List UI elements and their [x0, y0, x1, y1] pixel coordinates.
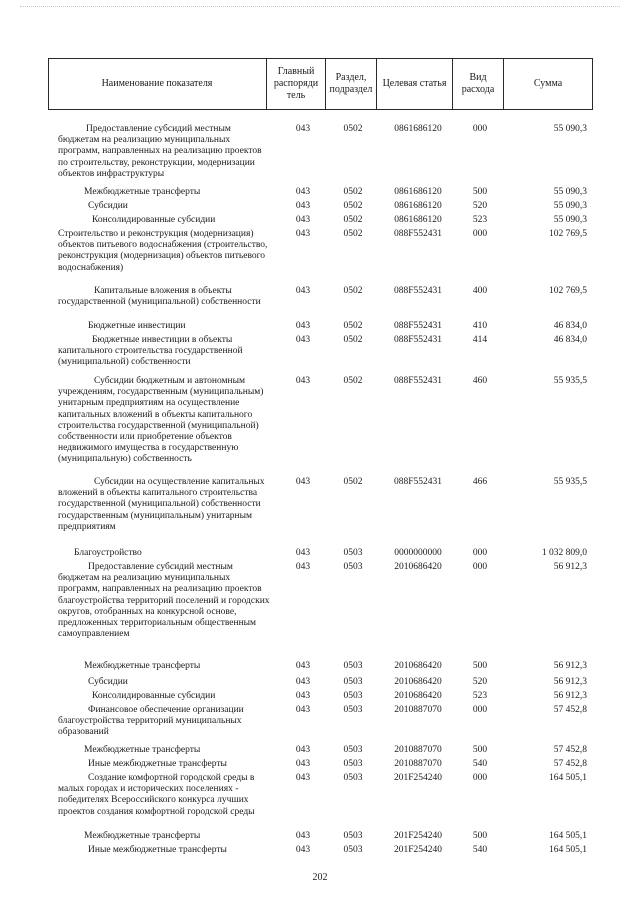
row-section-code: 0502 — [343, 286, 363, 296]
row-kind-code: 540 — [472, 759, 488, 769]
row-article-code: 088F552431 — [393, 477, 443, 487]
row-kind-code: 520 — [472, 677, 488, 687]
row-article-code: 2010686420 — [394, 661, 442, 671]
header-kind: Вид расхода — [461, 72, 495, 95]
row-kind-code: 523 — [472, 691, 488, 701]
row-amount: 1 032 809,0 — [541, 548, 587, 558]
row-amount: 57 452,8 — [553, 705, 587, 715]
row-name: Иные межбюджетные трансферты — [88, 845, 227, 855]
header-name: Наименование показателя — [101, 78, 213, 89]
row-section-code: 0503 — [343, 759, 363, 769]
row-kind-code: 410 — [472, 321, 488, 331]
row-article-code: 088F552431 — [393, 376, 443, 386]
row-article-code: 2010887070 — [394, 705, 442, 715]
row-amount: 55 935,5 — [553, 376, 587, 386]
row-ministry-code: 043 — [295, 677, 311, 687]
row-section-code: 0503 — [343, 548, 363, 558]
row-ministry-code: 043 — [295, 745, 311, 755]
row-ministry-code: 043 — [295, 691, 311, 701]
row-amount: 164 505,1 — [549, 845, 587, 855]
row-amount: 46 834,0 — [553, 321, 587, 331]
row-name: Межбюджетные трансферты — [84, 187, 201, 197]
row-section-code: 0502 — [343, 229, 363, 239]
row-ministry-code: 043 — [295, 831, 311, 841]
row-article-code: 088F552431 — [393, 335, 443, 345]
row-section-code: 0502 — [343, 376, 363, 386]
row-amount: 56 912,3 — [553, 661, 587, 671]
row-name: Межбюджетные трансферты — [84, 831, 201, 841]
header-article: Целевая статья — [382, 78, 447, 89]
row-article-code: 2010686420 — [394, 691, 442, 701]
row-section-code: 0502 — [343, 201, 363, 211]
row-article-code: 088F552431 — [393, 286, 443, 296]
row-name: Строительство и реконструкция (модернизация) объектов питьевого водоснабжения (строительство, реконструкция (модернизация) объектов питьевого водоснабжения) — [58, 229, 268, 273]
row-kind-code: 414 — [472, 335, 488, 345]
row-name: Предоставление субсидий местным бюджетам на реализацию муниципальных программ, направленных на реализацию проектов по строительству, реконструкции, модернизации объектов инфраструктуры — [58, 124, 262, 179]
row-kind-code: 520 — [472, 201, 488, 211]
row-name: Бюджетные инвестиции — [88, 321, 186, 331]
row-amount: 57 452,8 — [553, 745, 587, 755]
row-section-code: 0503 — [343, 661, 363, 671]
row-ministry-code: 043 — [295, 187, 311, 197]
row-kind-code: 000 — [472, 124, 488, 134]
row-ministry-code: 043 — [295, 124, 311, 134]
row-ministry-code: 043 — [295, 845, 311, 855]
row-amount: 164 505,1 — [549, 831, 587, 841]
row-kind-code: 500 — [472, 661, 488, 671]
row-amount: 102 769,5 — [549, 229, 587, 239]
row-section-code: 0502 — [343, 321, 363, 331]
row-section-code: 0503 — [343, 677, 363, 687]
header-ministry: Главный распоряди тель — [273, 66, 319, 101]
row-section-code: 0502 — [343, 477, 363, 487]
row-name: Межбюджетные трансферты — [84, 745, 201, 755]
row-amount: 102 769,5 — [549, 286, 587, 296]
row-amount: 56 912,3 — [553, 677, 587, 687]
row-article-code: 2010887070 — [394, 745, 442, 755]
row-amount: 57 452,8 — [553, 759, 587, 769]
row-section-code: 0503 — [343, 773, 363, 783]
row-amount: 46 834,0 — [553, 335, 587, 345]
row-ministry-code: 043 — [295, 661, 311, 671]
row-kind-code: 000 — [472, 705, 488, 715]
row-name: Субсидии — [88, 677, 128, 687]
row-amount: 56 912,3 — [553, 691, 587, 701]
row-name: Создание комфортной городской среды в малых городах и исторических поселениях - победителях Всероссийского конкурса лучших проектов создания комфортной городской среды — [58, 773, 255, 817]
row-ministry-code: 043 — [295, 376, 311, 386]
row-section-code: 0503 — [343, 562, 363, 572]
row-name: Консолидированные субсидии — [92, 215, 216, 225]
row-article-code: 201F254240 — [393, 831, 443, 841]
header-section: Раздел, подраздел — [329, 72, 373, 95]
row-amount: 55 935,5 — [553, 477, 587, 487]
row-section-code: 0502 — [343, 335, 363, 345]
row-article-code: 0861686120 — [394, 215, 442, 225]
row-section-code: 0502 — [343, 215, 363, 225]
row-amount: 55 090,3 — [553, 201, 587, 211]
row-amount: 164 505,1 — [549, 773, 587, 783]
row-kind-code: 000 — [472, 773, 488, 783]
row-article-code: 201F254240 — [393, 773, 443, 783]
row-kind-code: 540 — [472, 845, 488, 855]
row-ministry-code: 043 — [295, 562, 311, 572]
row-kind-code: 500 — [472, 187, 488, 197]
row-kind-code: 000 — [472, 562, 488, 572]
row-name: Консолидированные субсидии — [92, 691, 216, 701]
row-ministry-code: 043 — [295, 286, 311, 296]
row-amount: 56 912,3 — [553, 562, 587, 572]
row-amount: 55 090,3 — [553, 187, 587, 197]
row-section-code: 0502 — [343, 187, 363, 197]
row-ministry-code: 043 — [295, 773, 311, 783]
row-article-code: 0861686120 — [394, 124, 442, 134]
header-amount: Сумма — [533, 78, 563, 89]
row-ministry-code: 043 — [295, 215, 311, 225]
row-name: Капитальные вложения в объекты государственной (муниципальной) собственности — [58, 286, 261, 308]
row-article-code: 2010686420 — [394, 677, 442, 687]
row-kind-code: 400 — [472, 286, 488, 296]
row-ministry-code: 043 — [295, 229, 311, 239]
row-ministry-code: 043 — [295, 321, 311, 331]
row-article-code: 0000000000 — [394, 548, 442, 558]
row-name: Субсидии на осуществление капитальных вложений в объекты капитального строительства государственной (муниципальной) собственности государственным (муниципальным) унитарным предприятиям — [58, 477, 265, 532]
row-name: Субсидии — [88, 201, 128, 211]
row-kind-code: 523 — [472, 215, 488, 225]
row-article-code: 088F552431 — [393, 321, 443, 331]
row-name: Предоставление субсидий местным бюджетам на реализацию муниципальных программ, направленных на реализацию проектов благоустройства территорий поселений и городских округов, отобранных на конкурсной основе, предложенных территориальным общественным самоуправлением — [58, 562, 270, 640]
row-ministry-code: 043 — [295, 477, 311, 487]
row-amount: 55 090,3 — [553, 215, 587, 225]
row-section-code: 0503 — [343, 691, 363, 701]
row-kind-code: 500 — [472, 831, 488, 841]
row-article-code: 0861686120 — [394, 201, 442, 211]
row-ministry-code: 043 — [295, 759, 311, 769]
row-name: Иные межбюджетные трансферты — [88, 759, 227, 769]
row-name: Межбюджетные трансферты — [84, 661, 201, 671]
row-section-code: 0503 — [343, 745, 363, 755]
row-kind-code: 460 — [472, 376, 488, 386]
row-article-code: 0861686120 — [394, 187, 442, 197]
row-kind-code: 000 — [472, 548, 488, 558]
row-ministry-code: 043 — [295, 201, 311, 211]
row-section-code: 0503 — [343, 845, 363, 855]
page-number: 202 — [312, 872, 328, 883]
row-ministry-code: 043 — [295, 335, 311, 345]
row-kind-code: 500 — [472, 745, 488, 755]
row-section-code: 0503 — [343, 831, 363, 841]
row-article-code: 088F552431 — [393, 229, 443, 239]
row-section-code: 0503 — [343, 705, 363, 715]
row-kind-code: 466 — [472, 477, 488, 487]
row-name: Бюджетные инвестиции в объекты капитального строительства государственной (муниципальной) собственности — [58, 335, 243, 368]
row-amount: 55 090,3 — [553, 124, 587, 134]
row-article-code: 201F254240 — [393, 845, 443, 855]
row-section-code: 0502 — [343, 124, 363, 134]
row-name: Финансовое обеспечение организации благоустройства территорий муниципальных образований — [58, 705, 244, 738]
row-ministry-code: 043 — [295, 548, 311, 558]
row-name: Субсидии бюджетным и автономным учреждениям, государственным (муниципальным) унитарным предприятиям на осуществление капитальных вложений в объекты капитального строительства государственной (муниципальной) собственности или приобретение объектов недвижимого имущества в государственную (муниципальную) собственность — [58, 376, 264, 465]
row-kind-code: 000 — [472, 229, 488, 239]
row-name: Благоустройство — [74, 548, 142, 558]
row-ministry-code: 043 — [295, 705, 311, 715]
row-article-code: 2010887070 — [394, 759, 442, 769]
row-article-code: 2010686420 — [394, 562, 442, 572]
